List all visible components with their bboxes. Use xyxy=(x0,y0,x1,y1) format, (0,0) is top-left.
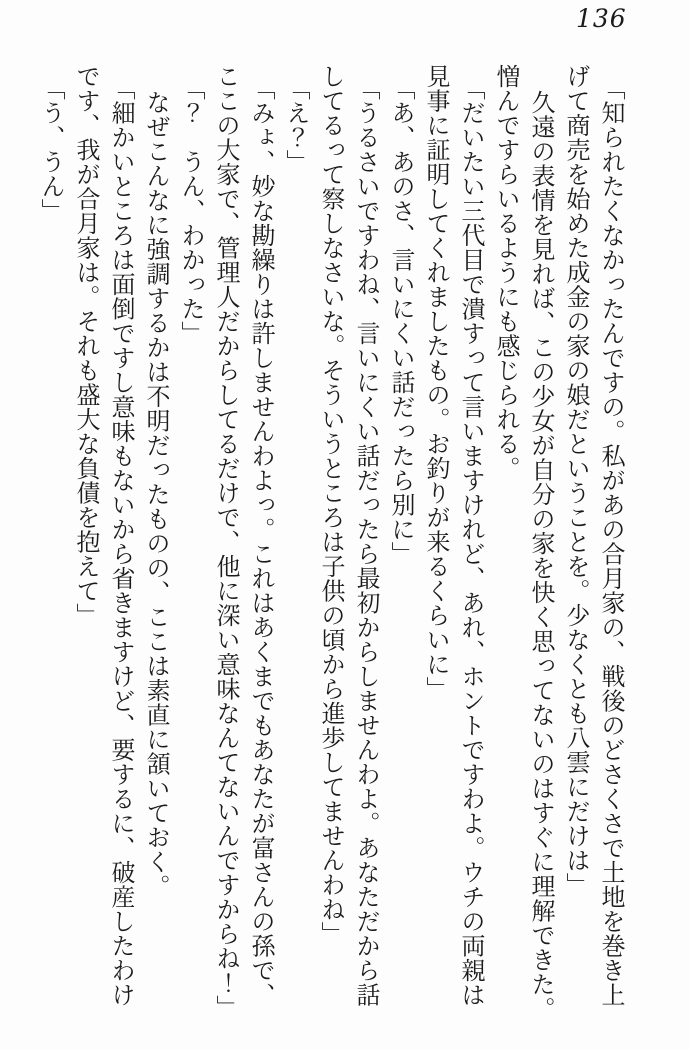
text-line: 「あ、あのさ、言いにくい話だったら別に」 xyxy=(387,76,415,566)
text-line: 「だいたい三代目で潰すって言いますけれど、あれ、ホントですわよ。ウチの両親は xyxy=(457,76,485,1007)
text-line: なぜこんなに強調するかは不明だったものの、ここは素直に頷いておく。 xyxy=(142,90,170,899)
text-line: 憎んですらいるようにも感じられる。 xyxy=(492,64,520,481)
text-line: 「うるさいですわね、言いにくい話だったら最初からしませんわよ。あなただから話 xyxy=(352,76,380,1007)
text-line: です、我が合月家は。それも盛大な負債を抱えて」 xyxy=(72,64,100,628)
text-line: 「え？」 xyxy=(282,76,310,174)
text-line: 「う、うん」 xyxy=(37,76,65,223)
text-line: 「みょ、妙な勘繰りは許しませんわよっ。これはあくまでもあなたが富さんの孫で、 xyxy=(247,76,275,1007)
page-number: 136 xyxy=(576,4,627,33)
text-line: げて商売を始めた成金の家の娘だということを。少なくとも八雲にだけは」 xyxy=(562,64,590,897)
page-text xyxy=(33,64,628,1026)
text-line: 「知られたくなかったんですの。私があの合月家の、戦後のどさくさで土地を巻き上 xyxy=(597,76,625,1007)
text-line: ここの大家で、管理人だからしてるだけで、他に深い意味なんてないんですからね！」 xyxy=(212,64,240,1020)
text-line: 「細かいところは面倒ですし意味もないから省きますけど、要するに、破産したわけ xyxy=(107,76,135,1007)
text-line: 「？ うん、わかった」 xyxy=(177,76,205,346)
text-line: 見事に証明してくれましたもの。お釣りが来るくらいに」 xyxy=(422,64,450,701)
text-line: してるって察しなさいな。そういうところは子供の頃から進歩してませんわね」 xyxy=(317,64,345,946)
text-line: 久遠の表情を見れば、この少女が自分の家を快く思ってないのはすぐに理解できた。 xyxy=(527,90,555,1021)
